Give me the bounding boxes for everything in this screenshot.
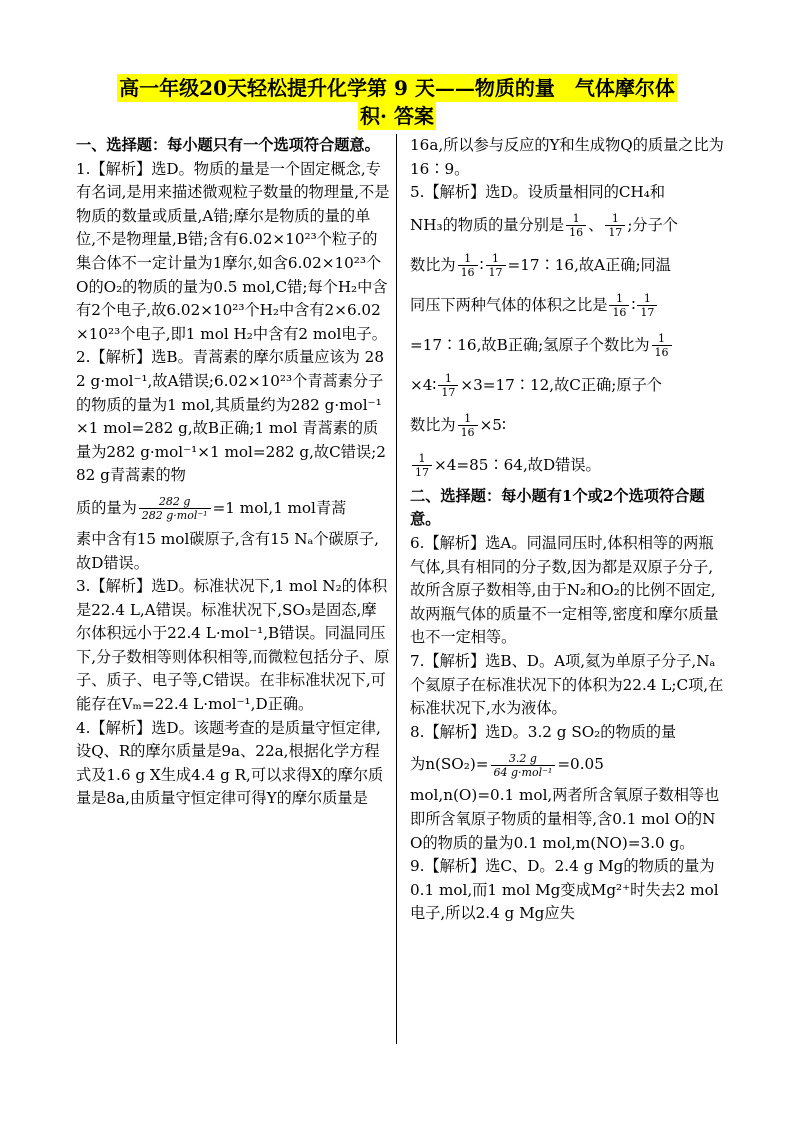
answer-8-fraction-line bbox=[410, 744, 724, 784]
text-span: =17∶16,故A正确;同温 bbox=[507, 255, 671, 274]
fraction-numerator: 1 bbox=[438, 372, 458, 386]
text-span: ×4∶ bbox=[410, 375, 437, 394]
fraction-denominator: 16 bbox=[460, 266, 475, 280]
answer-2-fraction-line bbox=[76, 488, 390, 528]
text-span: 数比为 bbox=[410, 415, 456, 434]
answer-5-line-2: NH₃的物质的量分别是 $\frac{1}{16}$ 、 $\frac{1}{17}$ ;分子个 bbox=[410, 212, 678, 240]
text-span: =17∶16,故B正确;氢原子个数比为 bbox=[410, 335, 650, 354]
text-span: 数比为 bbox=[410, 255, 456, 274]
answer-5-line-1: 5.【解析】选D。设质量相同的CH₄和 bbox=[410, 183, 666, 202]
answer-4-continued: 16a,所以参与反应的Y和生成物Q的质量之比为16∶9。 bbox=[410, 136, 724, 178]
answer-5-line-8 bbox=[410, 445, 724, 485]
fraction-numerator: 1 bbox=[637, 292, 657, 306]
answer-5-line-3: 数比为 $\frac{1}{16}$ ∶ $\frac{1}{17}$ =17∶16,故A正确;同温 bbox=[410, 252, 671, 280]
text-span: ×3=17∶12,故C正确;原子个 bbox=[460, 375, 662, 394]
text-span: 同压下两种气体的体积之比是 bbox=[410, 295, 608, 314]
fraction bbox=[605, 212, 625, 239]
fraction bbox=[438, 372, 458, 399]
fraction-numerator: 1 bbox=[412, 452, 432, 466]
fraction-numerator: 1 bbox=[652, 332, 672, 346]
fraction-numerator: 282 g bbox=[139, 495, 211, 509]
answer-2-part-c: 素中含有15 mol碳原子,含有15 Nₐ个碳原子,故D错误。 bbox=[76, 529, 379, 572]
page-title bbox=[60, 74, 734, 130]
right-column bbox=[410, 134, 724, 926]
section-heading-2: 二、选择题：每小题有1个或2个选项符合题意。 bbox=[410, 486, 705, 529]
fraction-denominator: 17 bbox=[640, 306, 655, 320]
fraction bbox=[458, 412, 478, 439]
column-divider bbox=[396, 134, 397, 1044]
answer-7: 7.【解析】选B、D。A项,氦为单原子分子,Nₐ个氦原子在标准状况下的体积为22.4 L;C项,在标准状况下,水为液体。 bbox=[410, 651, 724, 718]
fraction-numerator: 1 bbox=[458, 412, 478, 426]
answer-1: 1.【解析】选D。物质的量是一个固定概念,专有名词,是用来描述微观粒子数量的物理量,不是物质的数量或质量,A错;摩尔是物质的量的单位,不是物理量,B错;含有6.02×10²³个粒子的集合体不一定计量为1摩尔,如含6.02×10²³个O的O₂的物质的量为0.5 mol,C错;每个H₂中含有2个电子,故6.02×10²³个H₂中含有2×6.02×10²³个电子,即1 mol H₂中含有2 mol电子。 bbox=[76, 159, 390, 343]
fraction-denominator: 64 g·mol⁻¹ bbox=[493, 765, 553, 779]
answer-5-line-5 bbox=[410, 325, 724, 365]
section-heading-1: 一、选择题：每小题只有一个选项符合题意。 bbox=[76, 136, 380, 154]
answer-8-rest: mol,n(O)=0.1 mol,两者所含氧原子数相等也即所含氧原子物质的量相等,含0.1 mol O的NO的物质的量为0.1 mol,m(NO)=3.0 g。 bbox=[410, 786, 720, 852]
fraction bbox=[491, 752, 556, 779]
fraction-numerator: 1 bbox=[458, 252, 478, 266]
fraction-numerator: 3.2 g bbox=[491, 752, 556, 766]
fraction-denominator: 16 bbox=[654, 346, 669, 360]
fraction-denominator: 282 g·mol⁻¹ bbox=[141, 509, 208, 523]
answer-4: 4.【解析】选D。该题考查的是质量守恒定律,设Q、R的摩尔质量是9a、22a,根据化学方程式及1.6 g X生成4.4 g R,可以求得X的摩尔质量是8a,由质量守恒定律可得Y的摩尔质量是 bbox=[76, 718, 384, 808]
answer-9: 9.【解析】选C、D。2.4 g Mg的物质的量为0.1 mol,而1 mol Mg变成Mg²⁺时失去2 mol电子,所以2.4 g Mg应失 bbox=[410, 857, 719, 923]
fraction-numerator: 1 bbox=[609, 292, 629, 306]
title-line-1: 高一年级20天轻松提升化学第 9 天——物质的量 气体摩尔体 bbox=[119, 76, 675, 100]
title-line-2: 积· 答案 bbox=[360, 104, 434, 128]
fraction bbox=[412, 452, 432, 479]
answer-6: 6.【解析】选A。同温同压时,体积相等的两瓶气体,具有相同的分子数,因为都是双原子分子,故所含原子数相等,由于N₂和O₂的比例不固定,故两瓶气体的质量不一定相等,密度和摩尔质量也不一定相等。 bbox=[410, 533, 719, 647]
fraction-denominator: 17 bbox=[608, 226, 623, 240]
fraction-denominator: 17 bbox=[488, 266, 503, 280]
text-span: =1 mol,1 mol青蒿 bbox=[212, 498, 347, 517]
fraction bbox=[139, 495, 211, 522]
text-span: ;分子个 bbox=[627, 215, 678, 234]
text-span: 质的量为 bbox=[76, 498, 137, 517]
answer-2-part-a: 2.【解析】选B。青蒿素的摩尔质量应该为 282 g·mol⁻¹,故A错误;6.02×10²³个青蒿素分子的物质的量为1 mol,其质量约为282 g·mol⁻¹×1 mol=282 g,故B正确;1 mol 青蒿素的质量为282 g·mol⁻¹×1 mol=282 g,故C错误;282 g青蒿素的物 bbox=[76, 348, 386, 485]
text-span: NH₃的物质的量分别是 bbox=[410, 215, 565, 234]
fraction bbox=[458, 252, 478, 279]
text-span: =0.05 bbox=[557, 755, 604, 774]
fraction bbox=[637, 292, 657, 319]
fraction-denominator: 17 bbox=[415, 466, 429, 480]
answer-5-line-6 bbox=[410, 365, 724, 405]
fraction-numerator: 1 bbox=[605, 212, 625, 226]
text-span: 为n(SO₂)= bbox=[410, 755, 489, 774]
answer-5-line-4: 同压下两种气体的体积之比是 $\frac{1}{16}$ ∶ $\frac{1}{17}$ bbox=[410, 285, 724, 325]
answer-8-line-1: 8.【解析】选D。3.2 g SO₂的物质的量 bbox=[410, 722, 677, 741]
answer-5-line-7 bbox=[410, 405, 724, 445]
answer-3: 3.【解析】选D。标准状况下,1 mol N₂的体积是22.4 L,A错误。标准状况下,SO₃是固态,摩尔体积远小于22.4 L·mol⁻¹,B错误。同温同压下,分子数相等则体积相等,而微粒包括分子、原子、质子、电子等,C错误。在非标准状况下,可能存在Vₘ=22.4 L·mol⁻¹,D正确。 bbox=[76, 577, 390, 714]
text-span: ×4=85∶64,故D错误。 bbox=[434, 455, 601, 474]
fraction bbox=[609, 292, 629, 319]
fraction-numerator: 1 bbox=[486, 252, 506, 266]
fraction-denominator: 17 bbox=[441, 386, 456, 400]
fraction-denominator: 16 bbox=[569, 226, 584, 240]
fraction bbox=[486, 252, 506, 279]
fraction-numerator: 1 bbox=[566, 212, 586, 226]
left-column bbox=[76, 134, 390, 811]
fraction-denominator: 16 bbox=[612, 306, 627, 320]
text-span: ×5∶ bbox=[479, 415, 506, 434]
fraction-denominator: 16 bbox=[460, 426, 475, 440]
fraction bbox=[566, 212, 586, 239]
fraction bbox=[652, 332, 672, 359]
